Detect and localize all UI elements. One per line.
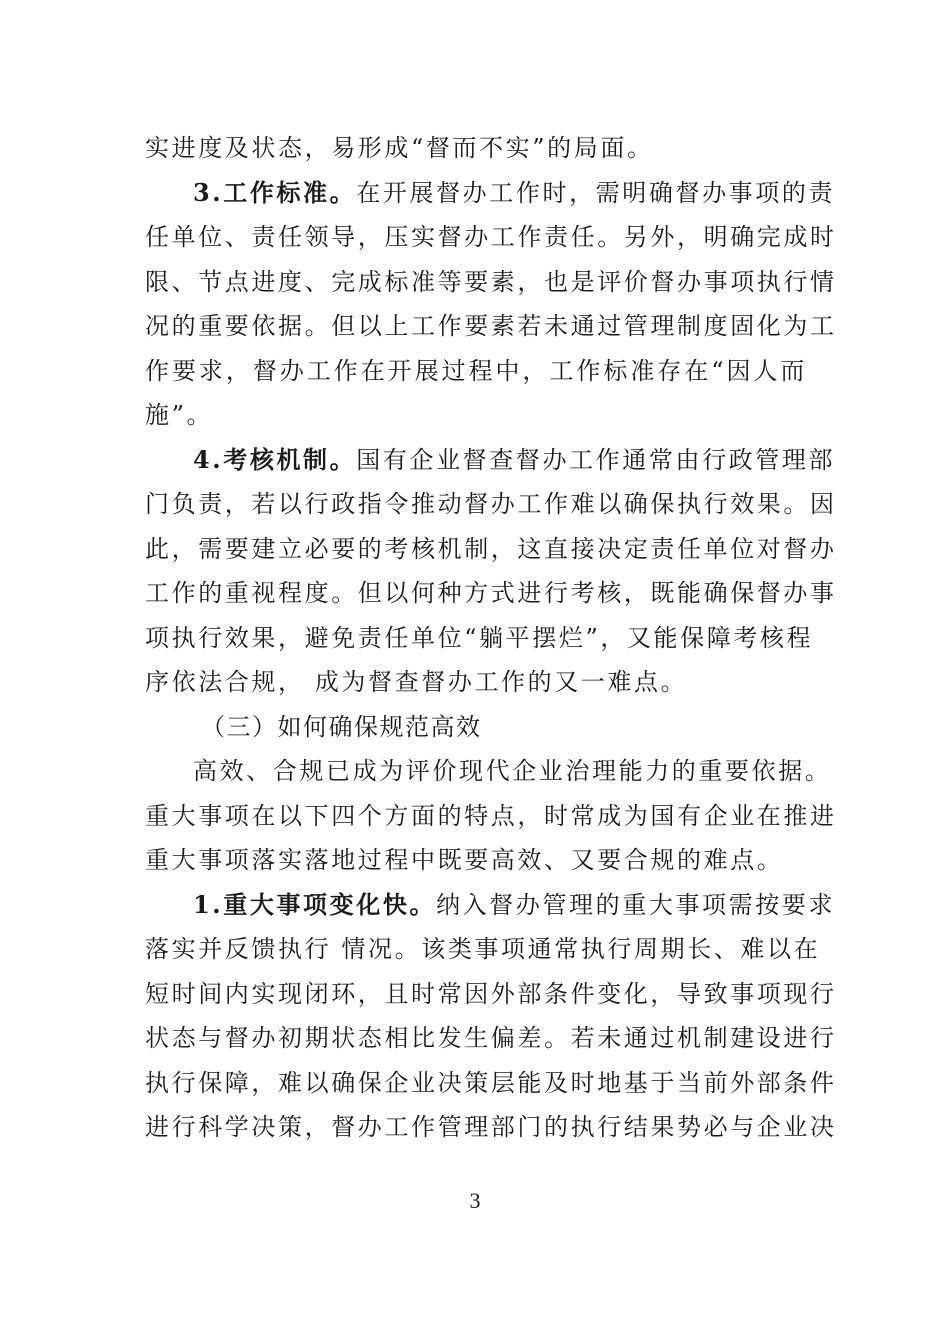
paragraph-line	[145, 571, 837, 616]
paragraph-line	[145, 749, 832, 794]
paragraph-major-matters-line-1	[145, 883, 836, 928]
page-number: 3	[469, 1188, 481, 1213]
text-run: 在开展督办工作时，需明确督办事项的责	[356, 178, 836, 207]
text-run: 施”。	[145, 401, 214, 429]
paragraph-title-major-matters: 1.重大事项变化快。	[193, 889, 437, 919]
text-run: 项执行效果，避免责任单位“躺平摆烂”，又能保障考核程	[145, 623, 814, 652]
paragraph-line	[145, 527, 837, 572]
text-run: 国有企业督查督办工作通常由行政管理部	[356, 445, 836, 474]
paragraph-line	[145, 794, 837, 839]
paragraph-line	[145, 927, 821, 972]
text-run: 况的重要依据。但以上工作要素若未通过管理制度固化为工	[145, 312, 837, 340]
text-run: 实进度及状态，易形成“督而不实”的局面。	[145, 134, 654, 162]
paragraph-line	[145, 349, 807, 394]
paragraph-line	[145, 660, 807, 705]
paragraph-line	[145, 1016, 837, 1061]
paragraph-line	[145, 482, 837, 527]
paragraph-line	[145, 215, 837, 260]
text-run: 重大事项落实落地过程中既要高效、又要合规的难点。	[145, 846, 784, 874]
text-run: 门负责，若以行政指令推动督办工作难以确保执行效果。因	[145, 490, 837, 518]
paragraph-line	[145, 1105, 837, 1150]
text-run: 重大事项在以下四个方面的特点，时常成为国有企业在推进	[145, 801, 837, 830]
section-heading	[145, 705, 807, 750]
text-run: 作要求，督办工作在开展过程中，工作标准存在“因人而	[145, 356, 807, 385]
text-run: 限、节点进度、完成标准等要素，也是评价督办事项执行情	[145, 267, 837, 296]
section-heading-text: （三）如何确保规范高效	[201, 712, 482, 741]
paragraph-line	[145, 260, 837, 305]
text-run: 任单位、责任领导，压实督办工作责任。另外，明确完成时	[145, 223, 837, 251]
paragraph-line	[145, 393, 807, 438]
document-body	[145, 126, 837, 1150]
paragraph-title-assessment: 4.考核机制。	[193, 444, 357, 474]
text-run: 工作的重视程度。但以何种方式进行考核，既能确保督办事	[145, 579, 837, 607]
paragraph-title-work-standard: 3.工作标准。	[193, 177, 357, 207]
text-run: 短时间内实现闭环，且时常因外部条件变化，导致事项现行	[145, 979, 837, 1008]
text-run: 状态与督办初期状态相比发生偏差。若未通过机制建设进行	[145, 1024, 837, 1052]
text-run: 纳入督办管理的重大事项需按要求	[436, 890, 836, 919]
text-run: 序依法合规， 成为督查督办工作的又一难点。	[145, 668, 688, 696]
paragraph-line	[145, 972, 837, 1017]
text-run: 进行科学决策，督办工作管理部门的执行结果势必与企业决	[145, 1113, 837, 1141]
paragraph-assessment-line-1	[145, 438, 836, 483]
text-run: 执行保障，难以确保企业决策层能及时地基于当前外部条件	[145, 1068, 837, 1097]
paragraph-line	[145, 616, 814, 661]
paragraph-line	[145, 1061, 837, 1106]
text-run: 落实并反馈执行 情况。该类事项通常执行周期长、难以在	[145, 935, 821, 963]
paragraph-line	[145, 838, 807, 883]
paragraph-continuation-line	[145, 126, 807, 171]
text-run: 此，需要建立必要的考核机制，这直接决定责任单位对督办	[145, 534, 837, 563]
text-run: 高效、合规已成为评价现代企业治理能力的重要依据。	[193, 757, 832, 785]
paragraph-work-standard-line-1	[145, 171, 836, 216]
paragraph-line	[145, 304, 837, 349]
